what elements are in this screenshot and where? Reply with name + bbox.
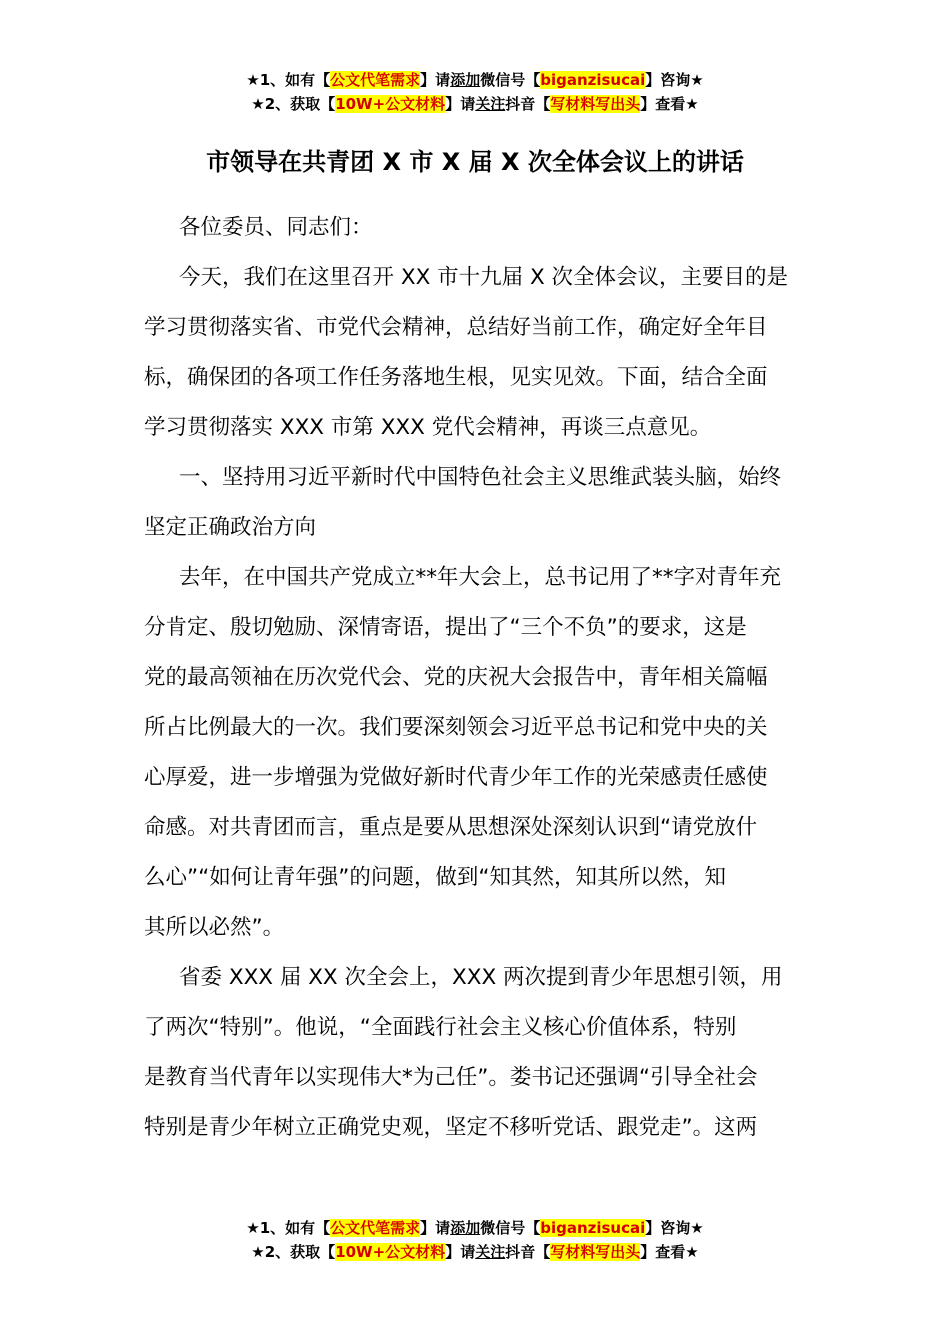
highlight-materials: 10W+公文材料 <box>335 1243 446 1261</box>
text-line: 学习贯彻落实省、市党代会精神，总结好当前工作，确定好全年目 <box>144 315 768 340</box>
text-line: 了两次“特别”。他说，“全面践行社会主义核心价值体系，特别 <box>144 1015 737 1040</box>
text-line: 分肯定、殷切勉励、深情寄语，提出了“三个不负”的要求，这是 <box>144 615 747 640</box>
highlight-ghostwriting: 公文代笔需求 <box>330 1219 421 1237</box>
document-body <box>144 203 806 1153</box>
banner-text: 微信号【 <box>480 1219 541 1237</box>
highlight-douyin-account: 写材料写出头 <box>550 1243 641 1261</box>
banner-text: ★1、如有【 <box>246 1219 331 1237</box>
underlined-text: 添加 <box>450 71 481 89</box>
highlight-materials: 10W+公文材料 <box>335 95 446 113</box>
text-line: 学习贯彻落实 XXX 市第 XXX 党代会精神，再谈三点意见。 <box>144 415 712 440</box>
section-heading-line: 坚定正确政治方向 <box>144 515 317 540</box>
banner-text: 抖音【 <box>505 1243 551 1261</box>
text-line: 标，确保团的各项工作任务落地生根，见实见效。下面，结合全面 <box>144 365 768 390</box>
text-line: 心厚爱，进一步增强为党做好新时代青少年工作的光荣感责任感使 <box>144 765 768 790</box>
banner-line-1 <box>0 1216 950 1240</box>
banner-text: ★2、获取【 <box>251 1243 336 1261</box>
banner-text: 】咨询★ <box>645 71 704 89</box>
banner-text: 】请 <box>445 1243 476 1261</box>
footer-banner <box>0 1216 950 1264</box>
banner-line-2 <box>0 1240 950 1264</box>
text-line: 所占比例最大的一次。我们要深刻领会习近平总书记和党中央的关 <box>144 715 768 740</box>
highlight-ghostwriting: 公文代笔需求 <box>330 71 421 89</box>
underlined-text: 添加 <box>450 1219 481 1237</box>
text-line: 是教育当代青年以实现伟大*为己任”。娄书记还强调“引导全社会 <box>144 1065 758 1090</box>
section-heading-line: 一、坚持用习近平新时代中国特色社会主义思维武装头脑，始终 <box>179 465 782 490</box>
text-line: 其所以必然”。 <box>144 915 285 940</box>
text-line: 特别是青少年树立正确党史观，坚定不移听党话、跟党走”。这两 <box>144 1115 758 1140</box>
banner-text: ★2、获取【 <box>251 95 336 113</box>
header-banner <box>0 68 950 116</box>
text-line: 省委 XXX 届 XX 次全会上，XXX 两次提到青少年思想引领，用 <box>179 965 783 990</box>
text-line: 命感。对共青团而言，重点是要从思想深处深刻认识到“请党放什 <box>144 815 758 840</box>
text-line: 党的最高领袖在历次党代会、党的庆祝大会报告中，青年相关篇幅 <box>144 665 768 690</box>
banner-text: 抖音【 <box>505 95 551 113</box>
underlined-text: 关注 <box>475 95 506 113</box>
text-line: 今天，我们在这里召开 XX 市十九届 X 次全体会议，主要目的是 <box>179 265 789 290</box>
banner-text: 微信号【 <box>480 71 541 89</box>
banner-text: 】请 <box>420 1219 451 1237</box>
banner-text: 】请 <box>420 71 451 89</box>
document-title: 市领导在共青团 X 市 X 届 X 次全体会议上的讲话 <box>206 148 744 176</box>
banner-text: 】咨询★ <box>645 1219 704 1237</box>
banner-text: 】请 <box>445 95 476 113</box>
highlight-douyin-account: 写材料写出头 <box>550 95 641 113</box>
underlined-text: 关注 <box>475 1243 506 1261</box>
banner-text: 】查看★ <box>640 1243 699 1261</box>
highlight-wechat-id: biganzisucai <box>540 1219 646 1237</box>
text-line: 去年，在中国共产党成立**年大会上，总书记用了**字对青年充 <box>179 565 782 590</box>
banner-line-2 <box>0 92 950 116</box>
banner-text: 】查看★ <box>640 95 699 113</box>
highlight-wechat-id: biganzisucai <box>540 71 646 89</box>
banner-text: ★1、如有【 <box>246 71 331 89</box>
banner-line-1 <box>0 68 950 92</box>
text-line: 各位委员、同志们： <box>179 215 373 240</box>
text-line: 么心”“如何让青年强”的问题，做到“知其然，知其所以然，知 <box>144 865 727 890</box>
